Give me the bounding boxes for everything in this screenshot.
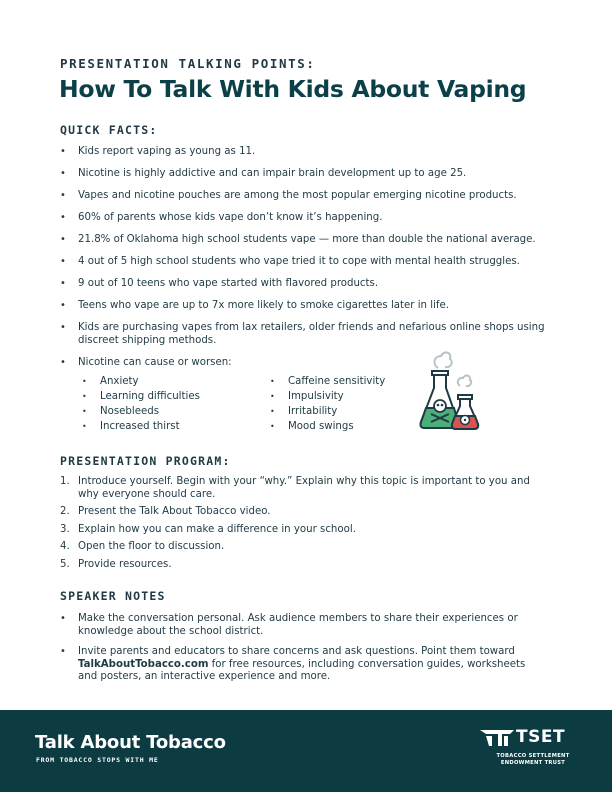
list-item: • Mood swings	[270, 419, 420, 434]
list-item: • Nicotine is highly addictive and can impair brain development up to age 25.	[60, 168, 560, 181]
list-item	[60, 524, 550, 537]
list-item: • Irritability	[270, 404, 420, 419]
list-number: 3.	[60, 523, 70, 535]
list-item	[60, 646, 540, 684]
list-item	[60, 559, 550, 572]
list-item: • Increased thirst	[82, 419, 262, 434]
list-text: Invite parents and educators to share concerns and ask questions. Point them toward	[78, 646, 515, 657]
list-item: • Caffeine sensitivity	[270, 374, 420, 389]
list-text: Open the floor to discussion.	[78, 541, 225, 552]
list-item	[60, 506, 550, 519]
tset-logo-subtitle	[490, 753, 576, 766]
list-item: • Anxiety	[82, 374, 262, 389]
list-item: • Nicotine can cause or worsen:	[60, 357, 560, 370]
list-item: • Vapes and nicotine pouches are among the most popular emerging nicotine products.	[60, 190, 560, 203]
toxic-flasks-icon	[414, 350, 484, 434]
quick-facts-list	[60, 146, 560, 369]
speaker-notes-heading: SPEAKER NOTES	[60, 589, 166, 603]
kicker: PRESENTATION TALKING POINTS:	[60, 56, 316, 71]
list-text: Provide resources.	[78, 558, 172, 570]
list-item: • Learning difficulties	[82, 389, 262, 404]
speaker-notes-list	[60, 613, 540, 684]
list-number: 5.	[60, 558, 70, 570]
list-item: • 9 out of 10 teens who vape started with flavored products.	[60, 278, 560, 291]
list-item: • Teens who vape are up to 7x more likely to smoke cigarettes later in life.	[60, 300, 560, 313]
tset-subtitle-line: ENDOWMENT TRUST	[500, 759, 566, 766]
list-item: • Impulsivity	[270, 389, 420, 404]
list-item	[60, 476, 550, 501]
list-item: • 4 out of 5 high school students who vape tried it to cope with mental health struggles.	[60, 256, 560, 269]
list-item: • 60% of parents whose kids vape don’t know it’s happening.	[60, 212, 560, 225]
tset-mark-icon	[480, 728, 516, 748]
list-item: • 21.8% of Oklahoma high school students vape — more than double the national average.	[60, 234, 560, 247]
page-title: How To Talk With Kids About Vaping	[59, 75, 527, 103]
list-item	[60, 541, 550, 554]
list-number: 4.	[60, 541, 70, 552]
brand-logo: Talk About Tobacco	[35, 732, 226, 753]
list-number: 1.	[60, 476, 70, 487]
effects-list-1	[82, 374, 262, 434]
list-text: Introduce yourself. Begin with your “why.” Explain why this topic is important to you and why everyone should care.	[78, 476, 530, 500]
program-heading: PRESENTATION PROGRAM:	[60, 454, 231, 468]
tset-subtitle-line: TOBACCO SETTLEMENT	[496, 753, 570, 759]
effects-list-2	[270, 374, 420, 434]
brand-tagline: FROM TOBACCO STOPS WITH ME	[36, 756, 159, 764]
list-item: • Kids are purchasing vapes from lax retailers, older friends and nefarious online shops using discreet shipping methods.	[60, 322, 550, 347]
tset-logo-word: TSET	[516, 727, 566, 747]
program-list	[60, 476, 550, 571]
list-item: • Nosebleeds	[82, 404, 262, 419]
list-item: • Kids report vaping as young as 11.	[60, 146, 560, 159]
list-text: Explain how you can make a difference in your school.	[78, 523, 356, 535]
quick-facts-heading: QUICK FACTS:	[60, 123, 158, 137]
list-text: for free resources, including conversation guides, worksheets and posters, an interactive experience and more.	[78, 658, 526, 682]
list-number: 2.	[60, 506, 70, 517]
list-item: • Make the conversation personal. Ask audience members to share their experiences or knowledge about the school district.	[60, 613, 540, 638]
website-link[interactable]: TalkAboutTobacco.com	[78, 658, 209, 670]
list-text: Present the Talk About Tobacco video.	[78, 506, 271, 517]
